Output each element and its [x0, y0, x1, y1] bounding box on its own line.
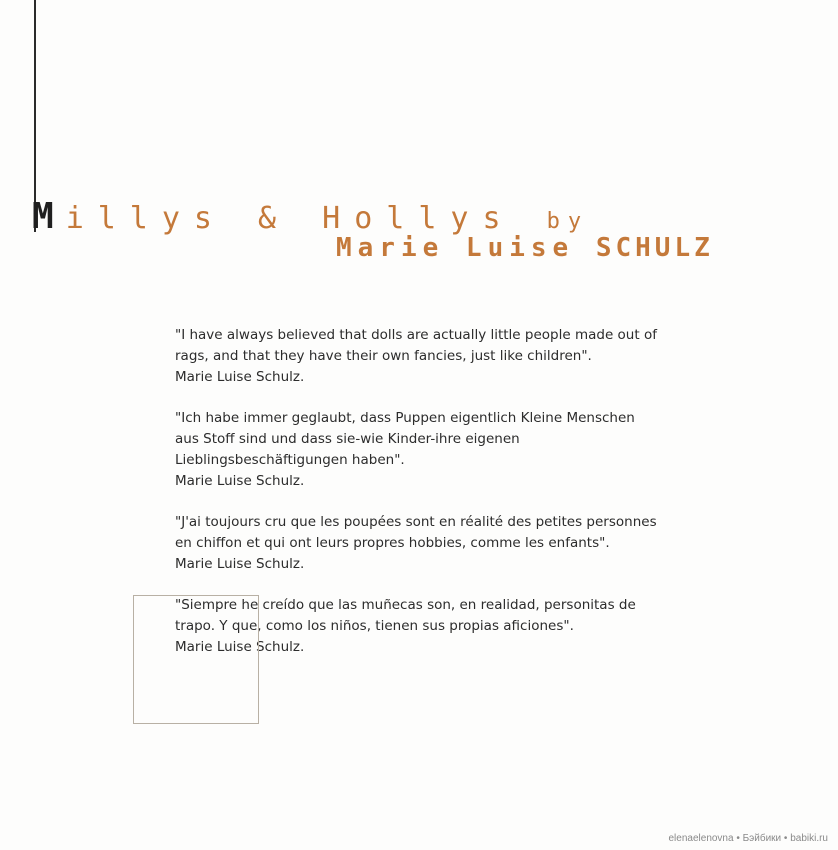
quote-text: "J'ai toujours cru que les poupées sont en réalité des petites personnes en chiffon et qui ont leurs propres hobbies, comme les enfants".	[175, 514, 657, 551]
quote-english	[175, 325, 695, 388]
quote-attribution: Marie Luise Schulz.	[175, 639, 305, 655]
title-main: illys & Hollys	[65, 201, 515, 236]
quote-attribution: Marie Luise Schulz.	[175, 556, 305, 572]
quote-attribution: Marie Luise Schulz.	[175, 369, 305, 385]
watermark-credit: elenaelenovna • Бэйбики • babiki.ru	[668, 833, 828, 844]
author-name	[336, 230, 714, 266]
quote-text: "Ich habe immer geglaubt, dass Puppen eigentlich Kleine Menschen aus Stoff sind und dass sie-wie Kinder-ihre eigenen Lieblingsbeschäftigungen haben".	[175, 410, 635, 468]
quote-text: "Siempre he creído que las muñecas son, en realidad, personitas de trapo. Y que, como los niños, tienen sus propias aficiones".	[175, 597, 636, 634]
title-initial: M	[32, 196, 66, 237]
author-first: Marie Luise	[336, 233, 575, 263]
decorative-frame	[133, 595, 259, 724]
quote-text: "I have always believed that dolls are actually little people made out of rags, and that they have their own fancies, just like children".	[175, 327, 657, 364]
quote-attribution: Marie Luise Schulz.	[175, 473, 305, 489]
quote-german	[175, 408, 695, 492]
quote-french	[175, 512, 695, 575]
author-surname: SCHULZ	[595, 233, 714, 263]
title-by: by	[546, 209, 590, 234]
